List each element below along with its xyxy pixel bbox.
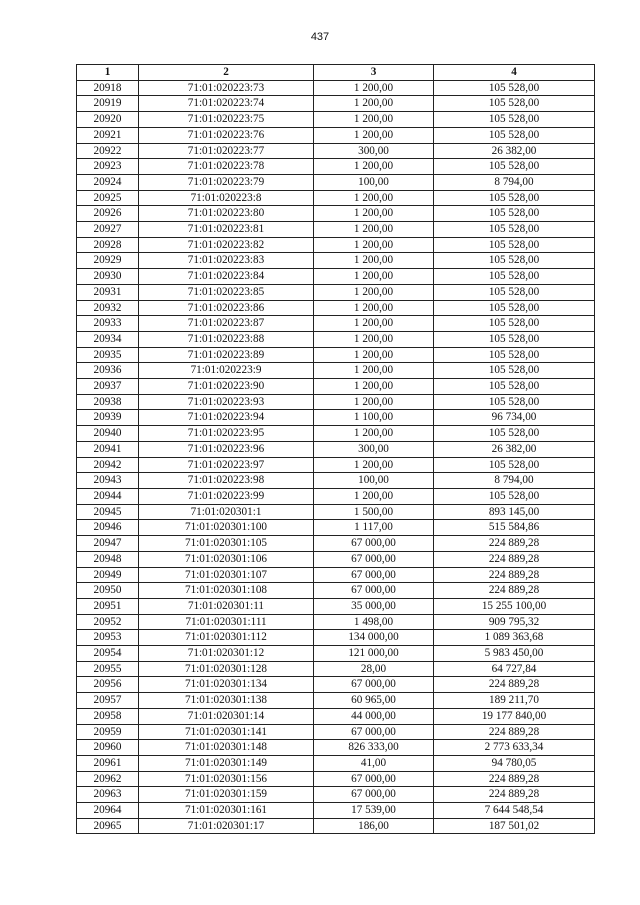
- cadastral-number-cell: 71:01:020223:74: [139, 96, 314, 112]
- row-number-cell: 20941: [77, 441, 139, 457]
- table-row: [77, 410, 595, 426]
- cadastral-number-cell: 71:01:020301:134: [139, 677, 314, 693]
- table-row: [77, 237, 595, 253]
- value-cell: 19 177 840,00: [434, 708, 595, 724]
- value-cell: 105 528,00: [434, 96, 595, 112]
- table-row: [77, 331, 595, 347]
- area-cell: 67 000,00: [314, 771, 434, 787]
- row-number-cell: 20959: [77, 724, 139, 740]
- value-cell: 26 382,00: [434, 143, 595, 159]
- cadastral-number-cell: 71:01:020301:148: [139, 740, 314, 756]
- area-cell: 17 539,00: [314, 803, 434, 819]
- row-number-cell: 20958: [77, 708, 139, 724]
- cadastral-number-cell: 71:01:020301:112: [139, 630, 314, 646]
- row-number-cell: 20945: [77, 504, 139, 520]
- area-cell: 1 200,00: [314, 379, 434, 395]
- area-cell: 1 200,00: [314, 112, 434, 128]
- table-row: [77, 693, 595, 709]
- area-cell: 1 100,00: [314, 410, 434, 426]
- cadastral-number-cell: 71:01:020223:79: [139, 174, 314, 190]
- value-cell: 105 528,00: [434, 269, 595, 285]
- cadastral-number-cell: 71:01:020301:161: [139, 803, 314, 819]
- value-cell: 105 528,00: [434, 457, 595, 473]
- table-row: [77, 708, 595, 724]
- row-number-cell: 20963: [77, 787, 139, 803]
- area-cell: 67 000,00: [314, 583, 434, 599]
- row-number-cell: 20938: [77, 394, 139, 410]
- header-col-4: 4: [434, 65, 595, 81]
- value-cell: 26 382,00: [434, 441, 595, 457]
- cadastral-number-cell: 71:01:020223:76: [139, 127, 314, 143]
- header-col-3: 3: [314, 65, 434, 81]
- table-row: [77, 787, 595, 803]
- table-row: [77, 630, 595, 646]
- area-cell: 186,00: [314, 818, 434, 834]
- row-number-cell: 20940: [77, 426, 139, 442]
- value-cell: 8 794,00: [434, 473, 595, 489]
- cadastral-number-cell: 71:01:020301:17: [139, 818, 314, 834]
- table-row: [77, 646, 595, 662]
- table-row: [77, 488, 595, 504]
- area-cell: 1 200,00: [314, 190, 434, 206]
- table-row: [77, 284, 595, 300]
- value-cell: 105 528,00: [434, 127, 595, 143]
- table-row: [77, 190, 595, 206]
- table-row: [77, 803, 595, 819]
- table-row: [77, 614, 595, 630]
- cadastral-number-cell: 71:01:020223:73: [139, 80, 314, 96]
- cadastral-number-cell: 71:01:020301:105: [139, 536, 314, 552]
- cadastral-number-cell: 71:01:020223:87: [139, 316, 314, 332]
- cadastral-number-cell: 71:01:020301:159: [139, 787, 314, 803]
- value-cell: 105 528,00: [434, 394, 595, 410]
- value-cell: 94 780,05: [434, 755, 595, 771]
- table-row: [77, 504, 595, 520]
- area-cell: 300,00: [314, 143, 434, 159]
- value-cell: 224 889,28: [434, 724, 595, 740]
- table-row: [77, 316, 595, 332]
- value-cell: 893 145,00: [434, 504, 595, 520]
- value-cell: 105 528,00: [434, 80, 595, 96]
- table-row: [77, 159, 595, 175]
- row-number-cell: 20925: [77, 190, 139, 206]
- row-number-cell: 20921: [77, 127, 139, 143]
- table-row: [77, 457, 595, 473]
- row-number-cell: 20955: [77, 661, 139, 677]
- row-number-cell: 20919: [77, 96, 139, 112]
- cadastral-number-cell: 71:01:020223:93: [139, 394, 314, 410]
- value-cell: 105 528,00: [434, 426, 595, 442]
- row-number-cell: 20920: [77, 112, 139, 128]
- value-cell: 224 889,28: [434, 771, 595, 787]
- table-row: [77, 80, 595, 96]
- value-cell: 7 644 548,54: [434, 803, 595, 819]
- cadastral-number-cell: 71:01:020223:75: [139, 112, 314, 128]
- table-row: [77, 724, 595, 740]
- cadastral-number-cell: 71:01:020223:98: [139, 473, 314, 489]
- table-row: [77, 551, 595, 567]
- area-cell: 1 200,00: [314, 394, 434, 410]
- value-cell: 1 089 363,68: [434, 630, 595, 646]
- cadastral-number-cell: 71:01:020223:86: [139, 300, 314, 316]
- area-cell: 1 200,00: [314, 426, 434, 442]
- value-cell: 8 794,00: [434, 174, 595, 190]
- value-cell: 105 528,00: [434, 379, 595, 395]
- row-number-cell: 20965: [77, 818, 139, 834]
- cadastral-number-cell: 71:01:020223:82: [139, 237, 314, 253]
- table-row: [77, 771, 595, 787]
- cadastral-number-cell: 71:01:020223:77: [139, 143, 314, 159]
- value-cell: 105 528,00: [434, 363, 595, 379]
- area-cell: 67 000,00: [314, 787, 434, 803]
- cadastral-number-cell: 71:01:020223:81: [139, 222, 314, 238]
- value-cell: 224 889,28: [434, 787, 595, 803]
- cadastral-number-cell: 71:01:020223:97: [139, 457, 314, 473]
- cadastral-number-cell: 71:01:020223:8: [139, 190, 314, 206]
- area-cell: 300,00: [314, 441, 434, 457]
- area-cell: 1 117,00: [314, 520, 434, 536]
- cadastral-number-cell: 71:01:020223:78: [139, 159, 314, 175]
- cadastral-number-cell: 71:01:020223:80: [139, 206, 314, 222]
- table-row: [77, 583, 595, 599]
- cadastral-number-cell: 71:01:020223:83: [139, 253, 314, 269]
- table-row: [77, 677, 595, 693]
- area-cell: 1 200,00: [314, 269, 434, 285]
- cadastral-number-cell: 71:01:020223:89: [139, 347, 314, 363]
- row-number-cell: 20953: [77, 630, 139, 646]
- value-cell: 105 528,00: [434, 112, 595, 128]
- row-number-cell: 20961: [77, 755, 139, 771]
- cadastral-number-cell: 71:01:020223:90: [139, 379, 314, 395]
- area-cell: 1 500,00: [314, 504, 434, 520]
- cadastral-number-cell: 71:01:020301:106: [139, 551, 314, 567]
- area-cell: 35 000,00: [314, 598, 434, 614]
- row-number-cell: 20931: [77, 284, 139, 300]
- value-cell: 64 727,84: [434, 661, 595, 677]
- table-row: [77, 441, 595, 457]
- row-number-cell: 20937: [77, 379, 139, 395]
- row-number-cell: 20924: [77, 174, 139, 190]
- table-row: [77, 300, 595, 316]
- value-cell: 2 773 633,34: [434, 740, 595, 756]
- value-cell: 187 501,02: [434, 818, 595, 834]
- row-number-cell: 20952: [77, 614, 139, 630]
- value-cell: 105 528,00: [434, 206, 595, 222]
- value-cell: 96 734,00: [434, 410, 595, 426]
- table-row: [77, 755, 595, 771]
- value-cell: 105 528,00: [434, 237, 595, 253]
- area-cell: 60 965,00: [314, 693, 434, 709]
- area-cell: 1 200,00: [314, 127, 434, 143]
- value-cell: 105 528,00: [434, 316, 595, 332]
- cadastral-number-cell: 71:01:020223:95: [139, 426, 314, 442]
- cadastral-number-cell: 71:01:020301:128: [139, 661, 314, 677]
- area-cell: 1 200,00: [314, 237, 434, 253]
- area-cell: 121 000,00: [314, 646, 434, 662]
- page-number: 437: [310, 31, 330, 43]
- value-cell: 515 584,86: [434, 520, 595, 536]
- row-number-cell: 20932: [77, 300, 139, 316]
- area-cell: 134 000,00: [314, 630, 434, 646]
- table-row: [77, 112, 595, 128]
- area-cell: 1 200,00: [314, 347, 434, 363]
- row-number-cell: 20947: [77, 536, 139, 552]
- table-row: [77, 473, 595, 489]
- value-cell: 105 528,00: [434, 488, 595, 504]
- row-number-cell: 20964: [77, 803, 139, 819]
- cadastral-number-cell: 71:01:020301:12: [139, 646, 314, 662]
- row-number-cell: 20918: [77, 80, 139, 96]
- cadastral-number-cell: 71:01:020301:108: [139, 583, 314, 599]
- table-row: [77, 536, 595, 552]
- row-number-cell: 20944: [77, 488, 139, 504]
- table-row: [77, 143, 595, 159]
- cadastral-number-cell: 71:01:020301:14: [139, 708, 314, 724]
- table-row: [77, 127, 595, 143]
- area-cell: 44 000,00: [314, 708, 434, 724]
- value-cell: 105 528,00: [434, 284, 595, 300]
- value-cell: 105 528,00: [434, 190, 595, 206]
- value-cell: 105 528,00: [434, 300, 595, 316]
- cadastral-number-cell: 71:01:020301:141: [139, 724, 314, 740]
- table-row: [77, 661, 595, 677]
- cadastral-number-cell: 71:01:020223:99: [139, 488, 314, 504]
- table-row: [77, 740, 595, 756]
- row-number-cell: 20960: [77, 740, 139, 756]
- area-cell: 100,00: [314, 473, 434, 489]
- cadastral-number-cell: 71:01:020301:100: [139, 520, 314, 536]
- value-cell: 105 528,00: [434, 331, 595, 347]
- area-cell: 1 200,00: [314, 363, 434, 379]
- value-cell: 909 795,32: [434, 614, 595, 630]
- row-number-cell: 20926: [77, 206, 139, 222]
- row-number-cell: 20946: [77, 520, 139, 536]
- area-cell: 67 000,00: [314, 724, 434, 740]
- value-cell: 224 889,28: [434, 536, 595, 552]
- header-col-1: 1: [77, 65, 139, 81]
- area-cell: 1 200,00: [314, 488, 434, 504]
- table-row: [77, 379, 595, 395]
- table-row: [77, 520, 595, 536]
- table-row: [77, 96, 595, 112]
- table-row: [77, 426, 595, 442]
- table-header: [77, 65, 595, 81]
- row-number-cell: 20922: [77, 143, 139, 159]
- row-number-cell: 20939: [77, 410, 139, 426]
- row-number-cell: 20934: [77, 331, 139, 347]
- area-cell: 67 000,00: [314, 536, 434, 552]
- table-row: [77, 598, 595, 614]
- row-number-cell: 20927: [77, 222, 139, 238]
- cadastral-number-cell: 71:01:020301:11: [139, 598, 314, 614]
- area-cell: 1 200,00: [314, 284, 434, 300]
- value-cell: 15 255 100,00: [434, 598, 595, 614]
- value-cell: 224 889,28: [434, 583, 595, 599]
- table-body: [77, 80, 595, 834]
- row-number-cell: 20943: [77, 473, 139, 489]
- row-number-cell: 20936: [77, 363, 139, 379]
- cadastral-number-cell: 71:01:020301:107: [139, 567, 314, 583]
- area-cell: 41,00: [314, 755, 434, 771]
- row-number-cell: 20950: [77, 583, 139, 599]
- value-cell: 105 528,00: [434, 347, 595, 363]
- area-cell: 67 000,00: [314, 551, 434, 567]
- row-number-cell: 20923: [77, 159, 139, 175]
- table-row: [77, 347, 595, 363]
- area-cell: 1 200,00: [314, 300, 434, 316]
- cadastral-number-cell: 71:01:020223:85: [139, 284, 314, 300]
- area-cell: 1 200,00: [314, 331, 434, 347]
- row-number-cell: 20933: [77, 316, 139, 332]
- header-col-2: 2: [139, 65, 314, 81]
- area-cell: 100,00: [314, 174, 434, 190]
- value-cell: 224 889,28: [434, 567, 595, 583]
- row-number-cell: 20930: [77, 269, 139, 285]
- data-table: [76, 64, 595, 834]
- table-row: [77, 206, 595, 222]
- value-cell: 224 889,28: [434, 677, 595, 693]
- value-cell: 224 889,28: [434, 551, 595, 567]
- row-number-cell: 20949: [77, 567, 139, 583]
- area-cell: 1 200,00: [314, 316, 434, 332]
- area-cell: 1 200,00: [314, 96, 434, 112]
- row-number-cell: 20935: [77, 347, 139, 363]
- table-row: [77, 363, 595, 379]
- area-cell: 826 333,00: [314, 740, 434, 756]
- cadastral-number-cell: 71:01:020223:9: [139, 363, 314, 379]
- area-cell: 1 200,00: [314, 206, 434, 222]
- area-cell: 1 200,00: [314, 159, 434, 175]
- cadastral-number-cell: 71:01:020301:149: [139, 755, 314, 771]
- row-number-cell: 20962: [77, 771, 139, 787]
- value-cell: 105 528,00: [434, 222, 595, 238]
- area-cell: 28,00: [314, 661, 434, 677]
- area-cell: 1 200,00: [314, 457, 434, 473]
- cadastral-number-cell: 71:01:020301:156: [139, 771, 314, 787]
- cadastral-number-cell: 71:01:020301:138: [139, 693, 314, 709]
- value-cell: 105 528,00: [434, 253, 595, 269]
- value-cell: 5 983 450,00: [434, 646, 595, 662]
- header-row: [77, 65, 595, 81]
- area-cell: 1 200,00: [314, 253, 434, 269]
- cadastral-number-cell: 71:01:020223:88: [139, 331, 314, 347]
- table-row: [77, 269, 595, 285]
- area-cell: 67 000,00: [314, 567, 434, 583]
- row-number-cell: 20928: [77, 237, 139, 253]
- table-row: [77, 174, 595, 190]
- table-row: [77, 394, 595, 410]
- area-cell: 1 200,00: [314, 222, 434, 238]
- row-number-cell: 20957: [77, 693, 139, 709]
- value-cell: 189 211,70: [434, 693, 595, 709]
- row-number-cell: 20942: [77, 457, 139, 473]
- row-number-cell: 20929: [77, 253, 139, 269]
- row-number-cell: 20951: [77, 598, 139, 614]
- table-row: [77, 222, 595, 238]
- cadastral-number-cell: 71:01:020223:94: [139, 410, 314, 426]
- value-cell: 105 528,00: [434, 159, 595, 175]
- row-number-cell: 20948: [77, 551, 139, 567]
- cadastral-number-cell: 71:01:020301:111: [139, 614, 314, 630]
- area-cell: 1 200,00: [314, 80, 434, 96]
- area-cell: 1 498,00: [314, 614, 434, 630]
- table-row: [77, 818, 595, 834]
- row-number-cell: 20954: [77, 646, 139, 662]
- area-cell: 67 000,00: [314, 677, 434, 693]
- cadastral-number-cell: 71:01:020223:96: [139, 441, 314, 457]
- table-row: [77, 253, 595, 269]
- cadastral-number-cell: 71:01:020301:1: [139, 504, 314, 520]
- table-row: [77, 567, 595, 583]
- row-number-cell: 20956: [77, 677, 139, 693]
- cadastral-number-cell: 71:01:020223:84: [139, 269, 314, 285]
